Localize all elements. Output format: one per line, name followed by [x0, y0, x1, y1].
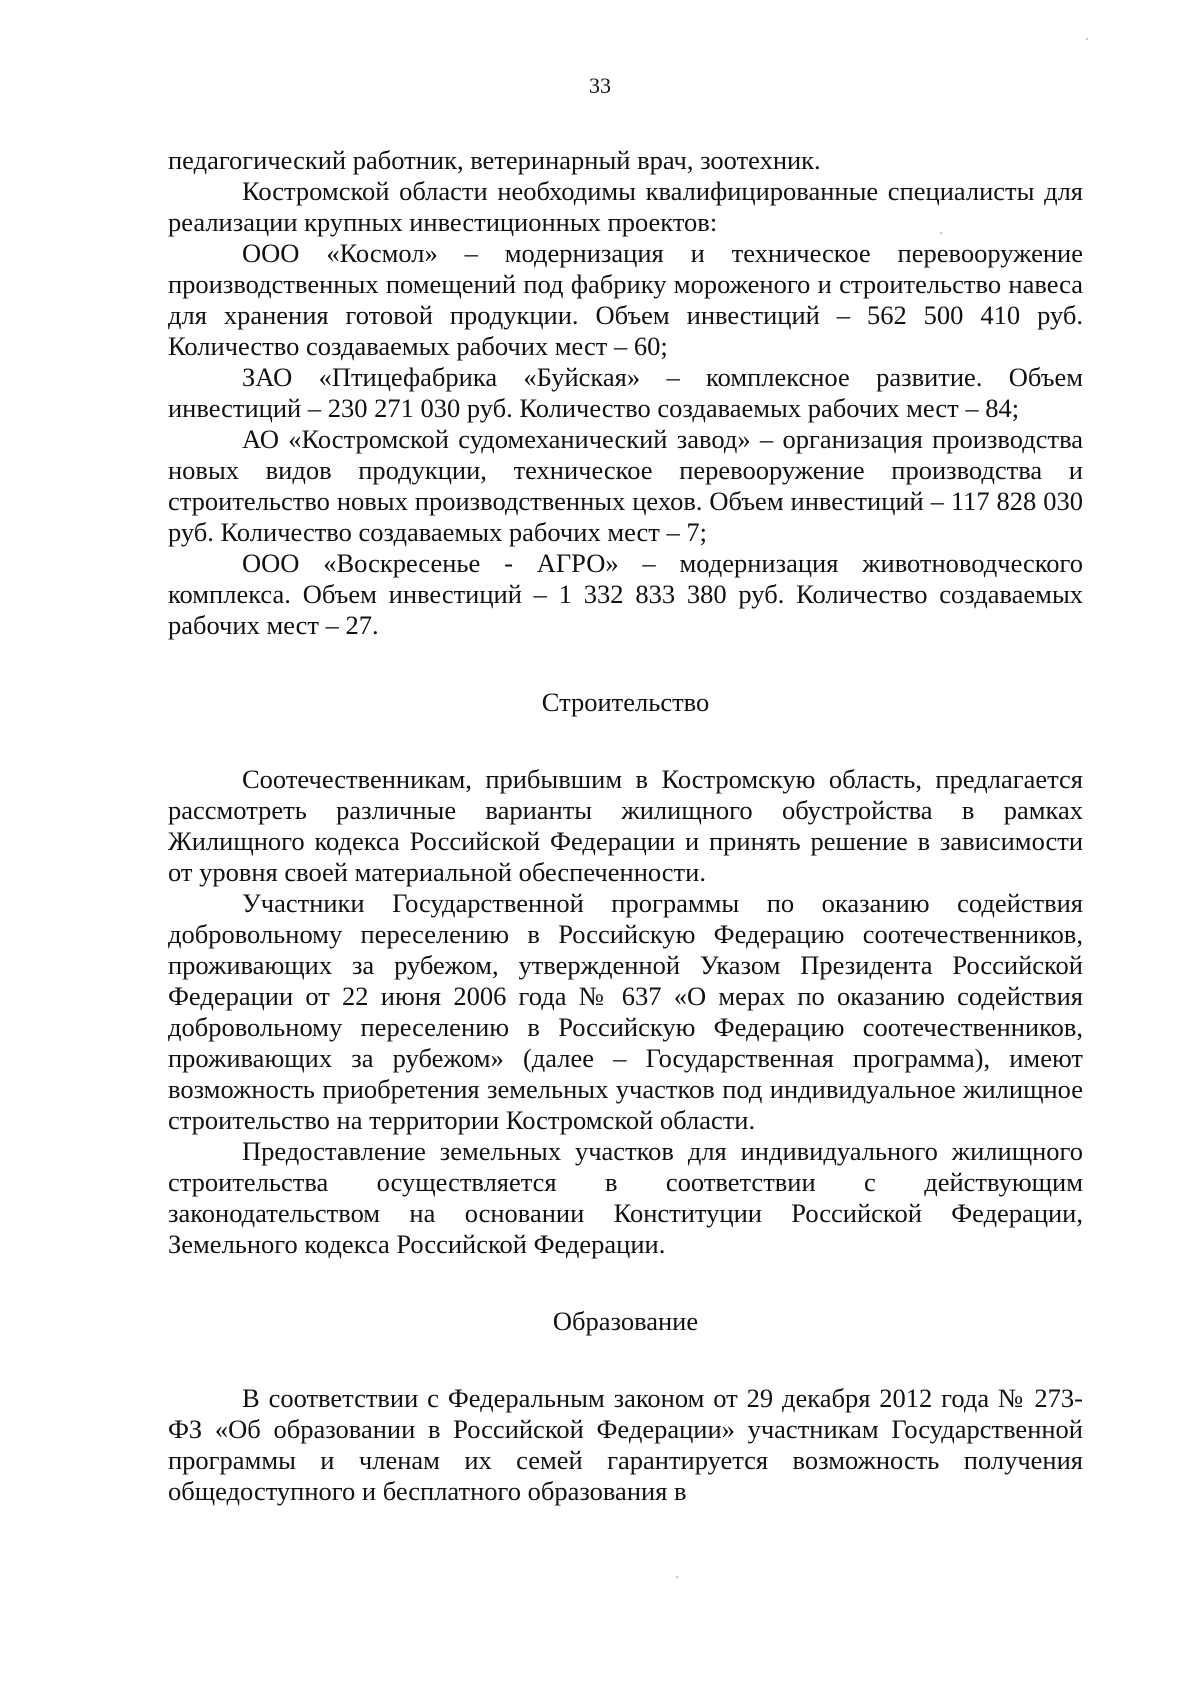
paragraph-project-sudomekh: АО «Костромской судомеханический завод» – организация производства новых видов продукции, техническое перевооружение производства и строительство новых производственных цехов. Объем инвестиций – 117 828 030 руб. Количество создаваемых рабочих мест – 7;	[168, 424, 1083, 547]
paragraph-land-plots-program: Участники Государственной программы по оказанию содействия добровольному переселению в Российскую Федерацию соотечественников, проживающих за рубежом, утвержденной Указом Президента Российской Федерации от 22 июня 2006 года № 637 «О мерах по оказанию содействия добровольному переселению в Российскую Федерацию соотечественников, проживающих за рубежом» (далее – Государственная программа), имеют возможность приобретения земельных участков под индивидуальное жилищное строительство на территории Костромской области.	[168, 888, 1083, 1135]
paragraph-specialists-needed: Костромской области необходимы квалифицированные специалисты для реализации крупных инвестиционных проектов:	[168, 176, 1083, 237]
document-body	[168, 145, 1083, 1507]
paragraph-specialists-list-end: педагогический работник, ветеринарный врач, зоотехник.	[168, 145, 821, 175]
section-heading-education: Образование	[552, 1306, 699, 1336]
paragraph-education-law: В соответствии с Федеральным законом от 29 декабря 2012 года № 273-ФЗ «Об образовании в Российской Федерации» участникам Государственной программы и членам их семей гарантируется возможность получения общедоступного и бесплатного образования в	[168, 1383, 1083, 1506]
scan-speck	[940, 232, 942, 234]
page-number: 33	[589, 73, 611, 98]
paragraph-project-buyskaya: ЗАО «Птицефабрика «Буйская» – комплексное развитие. Объем инвестиций – 230 271 030 руб. Количество создаваемых рабочих мест – 84;	[168, 362, 1083, 423]
scan-speck	[676, 1576, 678, 1578]
paragraph-project-voskresenye: ООО «Воскресенье - АГРО» – модернизация животноводческого комплекса. Объем инвестиций – 1 332 833 380 руб. Количество создаваемых рабочих мест – 27.	[168, 548, 1083, 640]
paragraph-land-provision: Предоставление земельных участков для индивидуального жилищного строительства осуществляется в соответствии с действующим законодательством на основании Конституции Российской Федерации, Земельного кодекса Российской Федерации.	[168, 1136, 1083, 1259]
paragraph-project-kosmol: ООО «Космол» – модернизация и техническое перевооружение производственных помещений под фабрику мороженого и строительство навеса для хранения готовой продукции. Объем инвестиций – 562 500 410 руб. Количество создаваемых рабочих мест – 60;	[168, 238, 1083, 361]
paragraph-housing-options: Соотечественникам, прибывшим в Костромскую область, предлагается рассмотреть различные варианты жилищного обустройства в рамках Жилищного кодекса Российской Федерации и принять решение в зависимости от уровня своей материальной обеспеченности.	[168, 764, 1083, 887]
section-heading-construction: Строительство	[541, 687, 710, 717]
scan-speck	[1086, 38, 1088, 40]
